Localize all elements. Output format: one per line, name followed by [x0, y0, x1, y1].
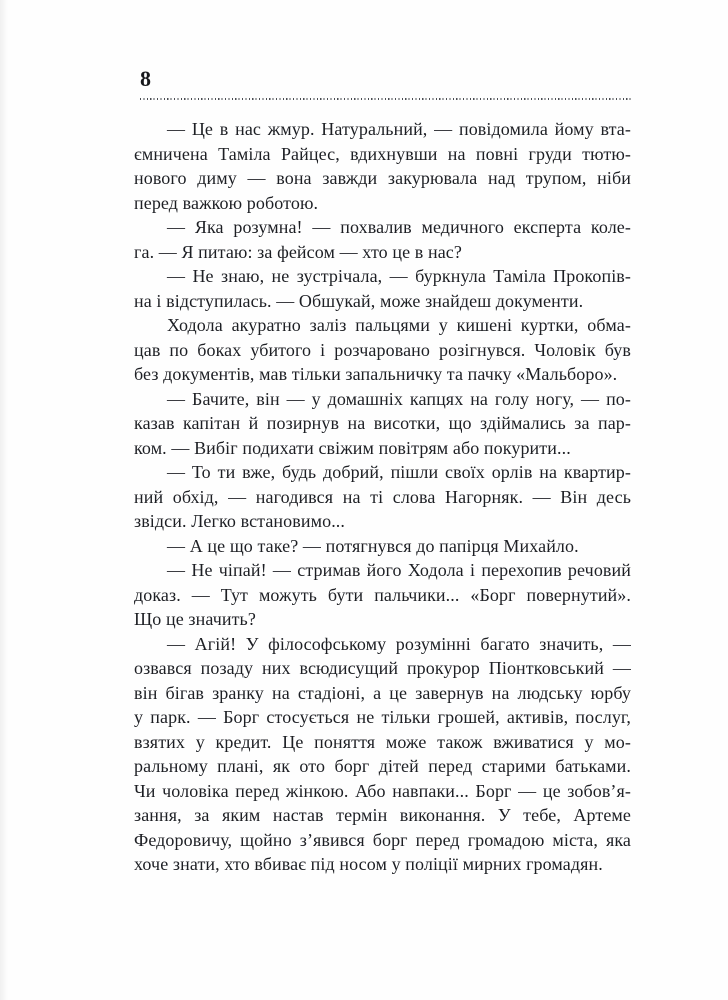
text-line: у парк. — Борг стосується не тільки грошей, активів, послуг, [134, 707, 631, 727]
page-header [140, 66, 631, 100]
text-line: — То ти вже, будь добрий, пішли своїх орлів на квартир- [167, 462, 631, 482]
text-line: без документів, мав тільки запальничку та пачку «Мальборо». [134, 364, 618, 384]
text-line: взятих у кредит. Це поняття може також вживатися у мо- [134, 731, 631, 752]
text-line: перед важкою роботою. [134, 192, 319, 213]
text-line: ком. — Вибіг подихати свіжим повітрям або покурити... [134, 437, 571, 458]
text-line: озвався позаду них всюдисущий прокурор Піонтковський — [134, 658, 631, 678]
text-line: — Це в нас жмур. Натуральний, — повідомила йому вта- [167, 119, 631, 139]
page-number: 8 [140, 66, 151, 91]
text-line: ємничена Таміла Райцес, вдихнувши на повні груди тютю- [134, 143, 631, 164]
text-line: зання, за яким настав термін виконання. У тебе, Артеме [134, 805, 631, 825]
text-line: — Яка розумна! — похвалив медичного експерта коле- [167, 217, 631, 237]
text-line: доказ. — Тут можуть бути пальчики... «Борг повернутий». [134, 584, 631, 605]
text-line: на і відступилась. — Обшукай, може знайдеш документи. [134, 290, 584, 311]
text-line: Федоровичу, щойно з’явився борг перед громадою міста, яка [134, 829, 631, 850]
text-line: — Не чіпай! — стримав його Ходола і перехопив речовий [167, 560, 631, 580]
text-line: га. — Я питаю: за фейсом — хто це в нас? [134, 241, 462, 262]
text-line: він бігав зранку на стадіоні, а це завернув на людську юрбу [134, 682, 631, 703]
text-line: ний обхід, — нагодився на ті слова Нагорняк. — Він десь [134, 486, 631, 507]
text-line: — Агій! У філософському розумінні багато значить, — [167, 633, 631, 654]
text-line: хоче знати, хто вбиває під носом у поліції мирних громадян. [134, 854, 603, 874]
page-body [134, 117, 631, 877]
text-line: звідси. Легко встановимо... [134, 511, 345, 531]
text-line: Що це значить? [134, 609, 256, 629]
text-line: — Бачите, він — у домашніх капцях на голу ногу, — по- [167, 388, 631, 409]
text-line: нового диму — вона завжди закурювала над трупом, ніби [134, 168, 631, 188]
text-line: ральному плані, як ото борг дітей перед старими батьками. [134, 756, 631, 776]
text-line: Чи чоловіка перед жінкою. Або навпаки... Борг — це зобов’я- [134, 780, 631, 801]
text-line: казав капітан й позирнув на висотки, що здіймались за пар- [134, 413, 631, 433]
text-line: цав по боках убитого і розчаровано розігнувся. Чоловік був [134, 339, 631, 360]
dotted-rule [140, 98, 631, 100]
text-line: Ходола акуратно заліз пальцями у кишені куртки, обма- [167, 315, 631, 335]
text-line: — А це що таке? — потягнувся до папірця Михайло. [167, 535, 579, 556]
text-line: — Не знаю, не зустрічала, — буркнула Таміла Прокопів- [167, 266, 631, 286]
